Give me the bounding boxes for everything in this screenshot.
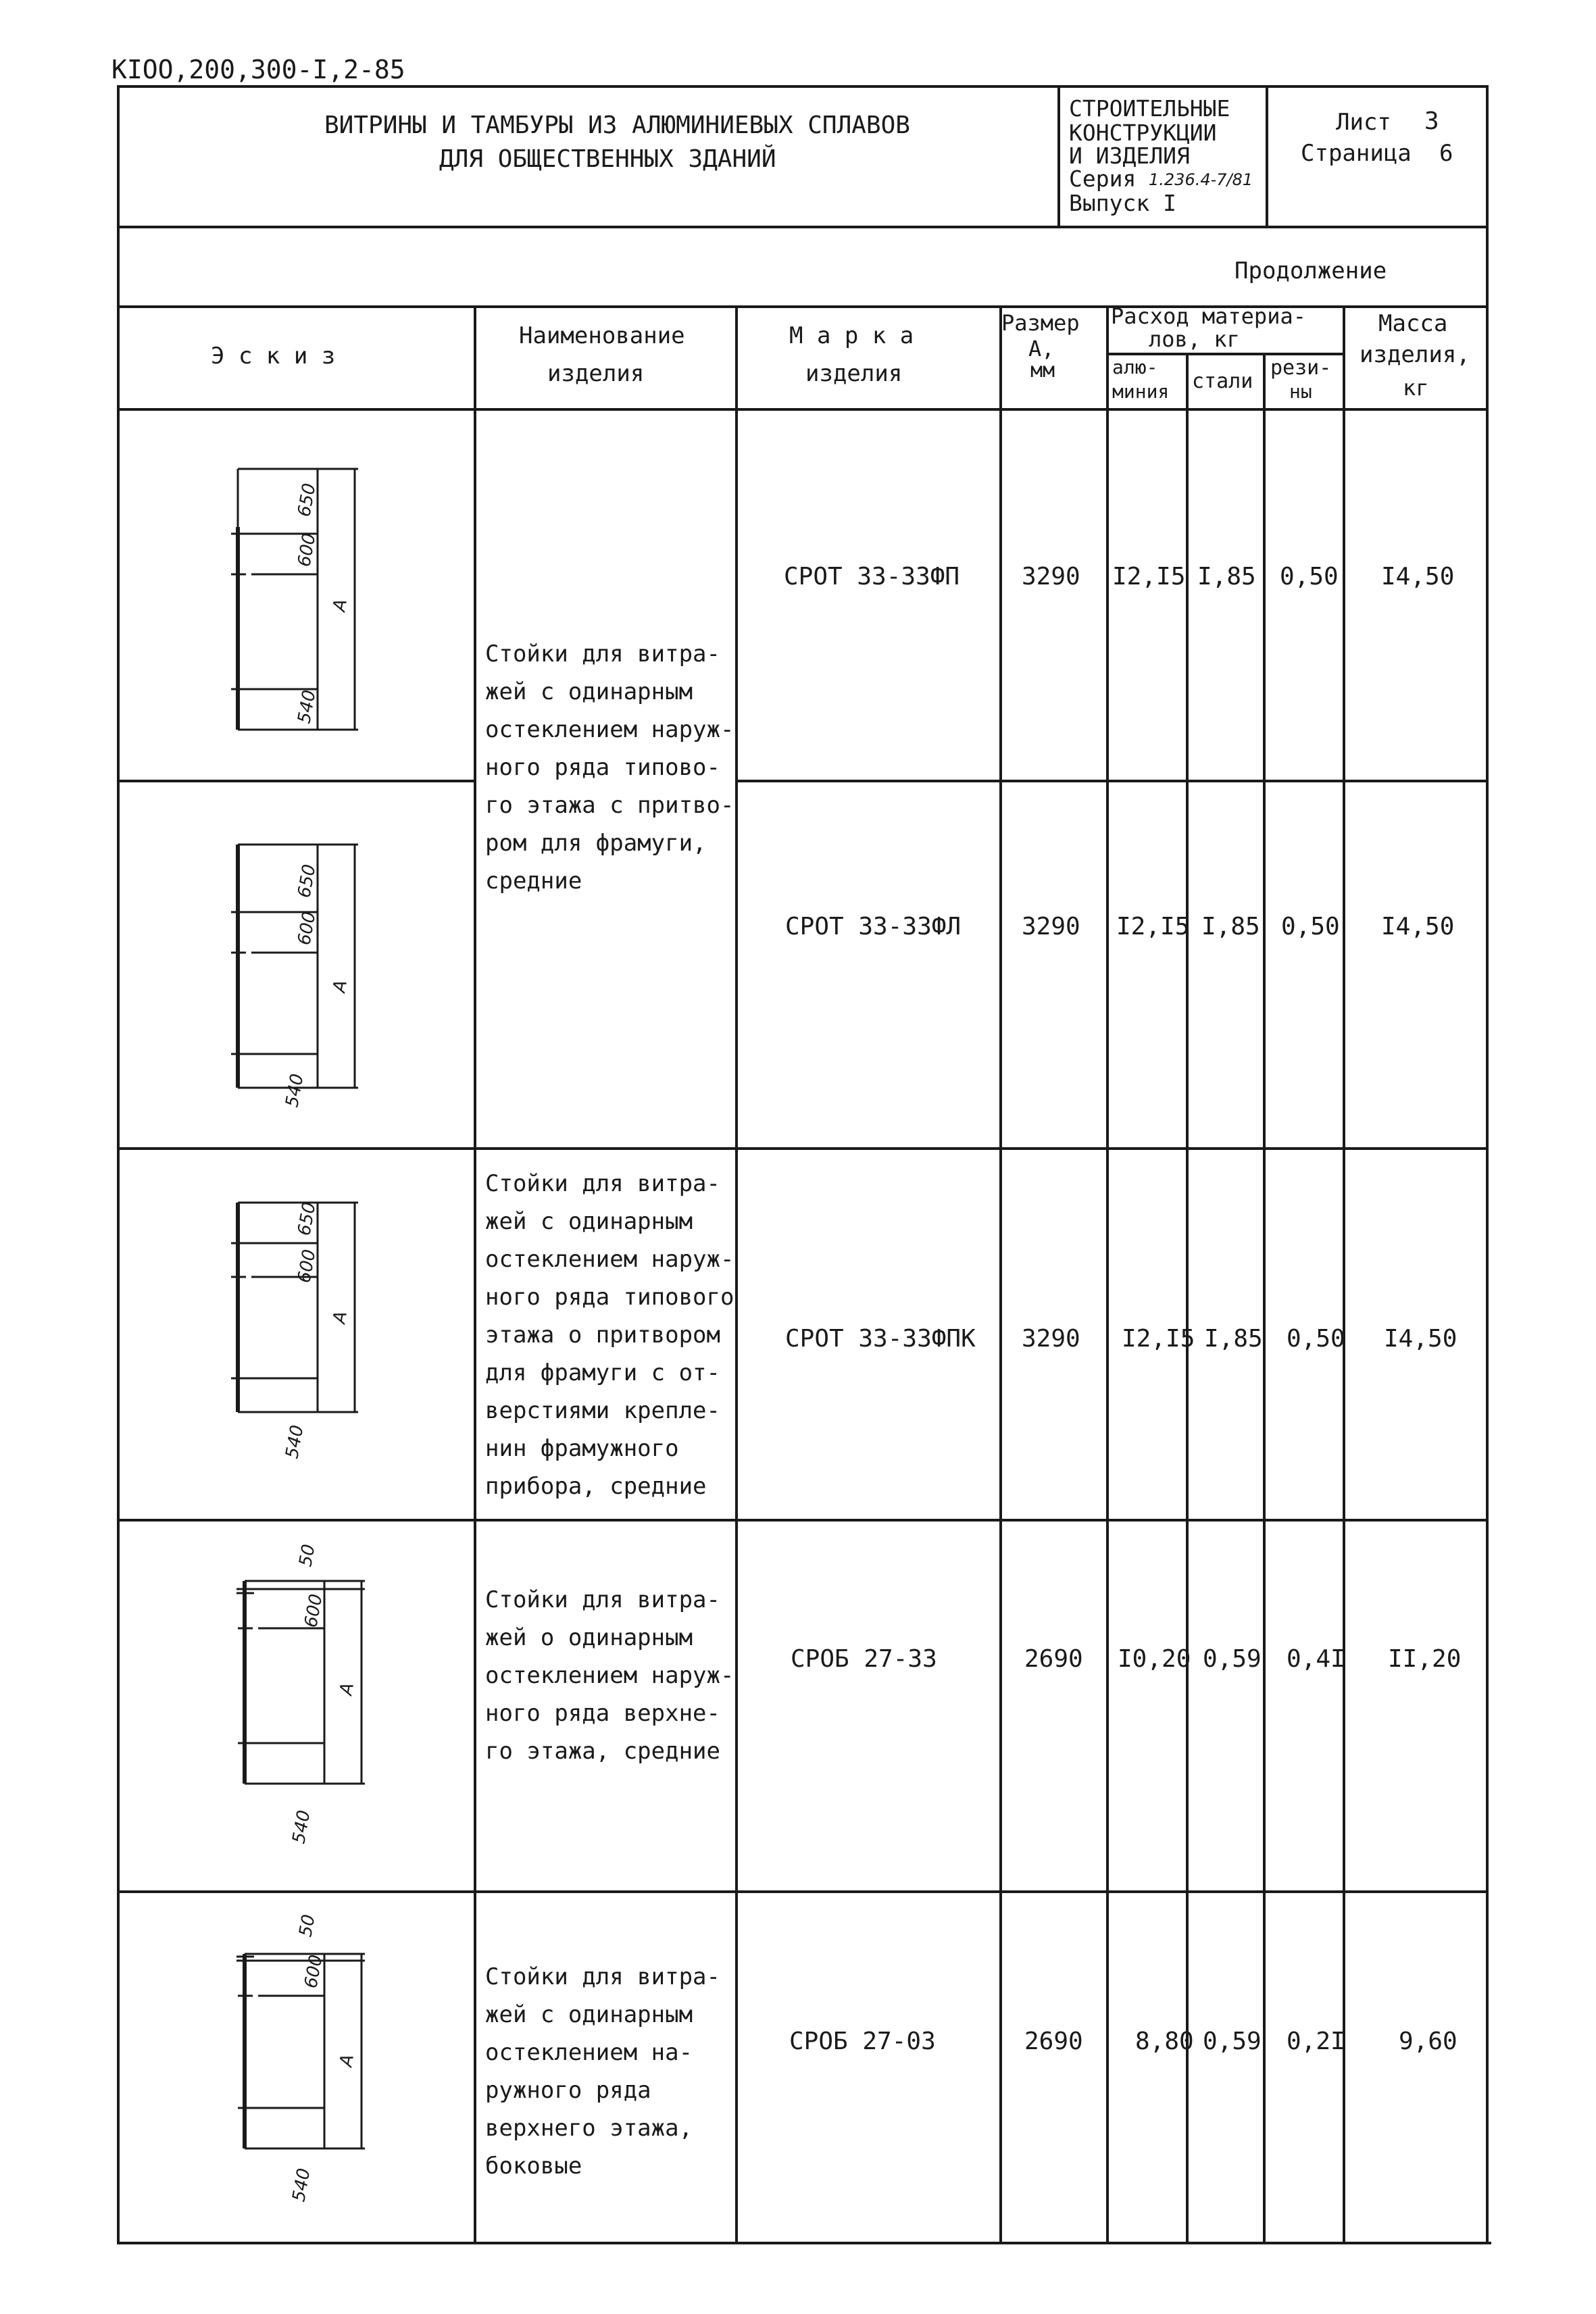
title-divider-2 (1266, 85, 1268, 227)
sketch-1-dim-a: A (329, 597, 351, 613)
col-sep-size (1106, 305, 1109, 2243)
sketch-3-dim-3: 540 (282, 1424, 308, 1461)
row-1-mass: I4,50 (1381, 563, 1455, 590)
header-consumption-line-1: Расход материа- (1111, 303, 1306, 329)
sketch-3-dim-1: 650 (294, 1201, 320, 1238)
header-rubber-line-1: рези- (1270, 356, 1332, 380)
row-1-alum: I2,I5 (1112, 563, 1186, 590)
page-label: Страница (1301, 140, 1412, 167)
page-number: 6 (1439, 140, 1453, 167)
header-mass-line-3: кг (1403, 375, 1429, 401)
row-2-mark: СРОТ 33-33ФЛ (785, 913, 962, 940)
sketch-5-dim-a: A (336, 2053, 358, 2069)
header-alum-line-1: алю- (1112, 356, 1158, 378)
series-label: Серия (1069, 166, 1137, 192)
header-alum-line-2: миния (1112, 380, 1170, 403)
row-4-alum: I0,20 (1118, 1645, 1191, 1673)
sketch-5-dim-3: 540 (289, 2167, 315, 2204)
product-name-row-5: Стойки для витра- жей с одинарным остеклением на- ружного ряда верхнего этажа, боковые (485, 1963, 720, 2180)
row-3-mark: СРОТ 33-33ФПК (785, 1325, 976, 1353)
sheet-number: 3 (1424, 107, 1439, 135)
header-sub-line (1108, 353, 1345, 355)
col-sep-sketch (474, 305, 476, 2243)
frame-top (117, 85, 1489, 88)
sketch-4-dim-a: A (336, 1681, 358, 1697)
row-1-mark: СРОТ 33-33ФП (784, 563, 960, 590)
col-sep-steel (1263, 353, 1266, 2243)
sketch-3-dim-2: 600 (294, 1248, 320, 1285)
row-5-mark: СРОБ 27-03 (789, 2028, 936, 2055)
row-sep-1-2-right (735, 780, 1489, 782)
row-2-mass: I4,50 (1381, 913, 1455, 940)
sketch-2-dim-1: 650 (294, 863, 320, 900)
row-sep-2-3 (117, 1147, 1489, 1150)
header-sketch: Э с к и з (211, 343, 336, 370)
continuation-label: Продолжение (1235, 257, 1387, 284)
product-name-rows-1-2: Стойки для витра- жей с одинарным остеклением наруж- ного ряда типово- го этажа с притво- ром для фрамуги, средние (485, 640, 734, 895)
row-2-size: 3290 (1022, 913, 1080, 940)
row-3-alum: I2,I5 (1122, 1325, 1195, 1353)
sketch-4-dim-3: 540 (289, 1809, 315, 1846)
header-size-line-2: А, (1028, 336, 1055, 361)
row-5-rubber: 0,2I (1287, 2028, 1345, 2055)
row-sep-3-4 (117, 1519, 1489, 1521)
sheet-label: Лист (1336, 109, 1391, 136)
title-line-1: ВИТРИНЫ И ТАМБУРЫ ИЗ АЛЮМИНИЕВЫХ СПЛАВОВ (324, 111, 910, 139)
header-consumption-line-2: лов, кг (1149, 326, 1240, 352)
col-sep-rubber (1343, 305, 1345, 2243)
sketch-row-3 (216, 1189, 392, 1473)
header-mark-line-1: М а р к а (789, 322, 914, 349)
row-4-size: 2690 (1024, 1645, 1083, 1673)
row-1-rubber: 0,50 (1280, 563, 1339, 590)
header-mark-line-2: изделия (805, 360, 903, 387)
product-name-row-4: Стойки для витра- жей о одинарным остеклением наруж- ного ряда верхне- го этажа, средние (485, 1586, 734, 1765)
issue-label: Выпуск I (1069, 190, 1176, 216)
row-sep-1-2-left (117, 780, 475, 782)
header-bottom-line (117, 408, 1489, 411)
row-4-rubber: 0,4I (1287, 1645, 1345, 1673)
col-sep-alum (1186, 353, 1189, 2243)
header-mass-line-2: изделия, (1360, 341, 1470, 368)
title-line-2: ДЛЯ ОБЩЕСТВЕННЫХ ЗДАНИЙ (439, 145, 776, 173)
row-4-mark: СРОБ 27-33 (791, 1645, 937, 1673)
document-code: КIOO,200,300-I,2-85 (111, 55, 405, 84)
row-2-rubber: 0,50 (1281, 913, 1340, 940)
row-5-mass: 9,60 (1399, 2028, 1457, 2055)
series-block-line-3: И ИЗДЕЛИЯ (1069, 143, 1190, 169)
row-3-mass: I4,50 (1384, 1325, 1457, 1353)
row-3-rubber: 0,50 (1287, 1325, 1345, 1353)
header-name-line-2: изделия (547, 360, 645, 387)
row-2-steel: I,85 (1201, 913, 1260, 940)
header-size-line-3: мм (1030, 359, 1055, 382)
header-size-line-1: Размер (1001, 310, 1080, 336)
sketch-4-dim-2: 600 (301, 1592, 327, 1630)
sketch-2-dim-3: 540 (282, 1072, 308, 1109)
sketch-3-dim-a: A (329, 1309, 351, 1326)
sketch-1-dim-1: 650 (294, 482, 320, 519)
sketch-row-2 (216, 831, 392, 1115)
sketch-5-dim-1: 50 (295, 1913, 320, 1939)
row-sep-4-5 (117, 1890, 1489, 1893)
row-5-size: 2690 (1024, 2028, 1083, 2055)
row-5-steel: 0,59 (1203, 2028, 1262, 2055)
sketch-row-1 (216, 459, 392, 743)
header-name-line-1: Наименование (519, 322, 685, 349)
col-sep-name (735, 305, 738, 2243)
header-rubber-line-2: ны (1289, 380, 1312, 403)
row-5-alum: 8,80 (1135, 2028, 1194, 2055)
row-3-size: 3290 (1022, 1325, 1080, 1353)
row-4-mass: II,20 (1388, 1645, 1462, 1673)
sketch-5-dim-2: 600 (301, 1953, 327, 1990)
sketch-1-dim-3: 540 (294, 688, 320, 726)
col-sep-mark (999, 305, 1002, 2243)
header-steel: стали (1192, 370, 1253, 393)
title-bottom-line (117, 226, 1489, 228)
series-block-line-2: КОНСТРУКЦИИ (1069, 120, 1217, 146)
sketch-1-dim-2: 600 (294, 532, 320, 569)
row-2-alum: I2,I5 (1116, 913, 1190, 940)
sketch-row-5 (223, 1905, 399, 2216)
row-3-steel: I,85 (1204, 1325, 1263, 1353)
series-value: 1.236.4-7/81 (1149, 170, 1253, 189)
row-1-size: 3290 (1022, 563, 1080, 590)
row-4-steel: 0,59 (1203, 1645, 1262, 1673)
series-block-line-1: СТРОИТЕЛЬНЫЕ (1069, 95, 1230, 122)
row-1-steel: I,85 (1197, 563, 1256, 590)
frame-bottom (120, 2242, 1491, 2244)
sketch-2-dim-a: A (329, 978, 351, 995)
sketch-2-dim-2: 600 (294, 910, 320, 947)
sketch-row-4 (223, 1540, 399, 1858)
product-name-row-3: Стойки для витра- жей с одинарным остеклением наруж- ного ряда типового этажа о притвором для фрамуги с от- верстиями крепле- нин фрамужного прибора, средние (485, 1170, 734, 1500)
title-divider-1 (1057, 85, 1060, 227)
sketch-4-dim-1: 50 (295, 1542, 320, 1569)
header-mass-line-1: Масса (1378, 310, 1448, 337)
